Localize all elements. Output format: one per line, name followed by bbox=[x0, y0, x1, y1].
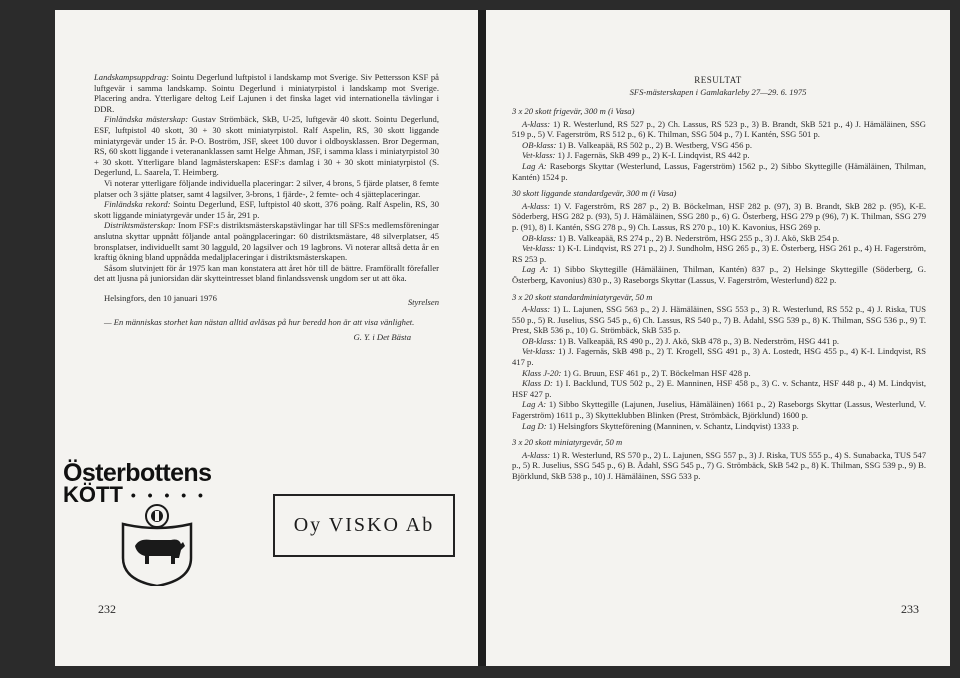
results-entry bbox=[512, 119, 926, 140]
results-subtitle: SFS-mästerskapen i Gamlakarleby 27—29. 6. 1975 bbox=[629, 87, 807, 97]
results-entry bbox=[512, 336, 926, 347]
paragraph-slutvinjett bbox=[94, 263, 439, 284]
results-heading: 3 x 20 skott frigevär, 300 m (i Vasa) bbox=[512, 106, 635, 116]
results-entry-text: 1) Sibbo Skyttegille (Hämäläinen, Thilman, Kantén) 837 p., 2) Helsinge Skyttegille (Söderberg, G. Österberg, Kavonius) 830 p., 3) Raseborgs Skyttar (Lassus, V. Fagerström, Westerlund) 822 p. bbox=[512, 264, 926, 285]
paragraph-landskamp bbox=[94, 72, 439, 114]
place-date: Helsingfors, den 10 januari 1976 bbox=[104, 292, 217, 303]
results-class-label: Lag D: bbox=[522, 420, 547, 431]
paragraph-distrikt bbox=[94, 220, 439, 262]
page-number-left: 232 bbox=[98, 602, 116, 616]
results-class-label: A-klass: bbox=[522, 304, 551, 315]
results-entry-text: 1) J. Fagernäs, SkB 498 p., 2) T. Krogell, SSG 491 p., 3) A. Lostedt, HSG 455 p., 4) K-I. Lindqvist, RS 417 p. bbox=[512, 346, 926, 368]
results-entry bbox=[512, 201, 926, 233]
paragraph-text: Såsom slutvinjett för år 1975 kan man konstatera att året hör till de bättre. Framförallt förefaller det att ljusna på juniorsidan där skytteintresset bland finlandssvensk ungdom ser ut att öka. bbox=[94, 262, 439, 284]
results-entry-text: 1) V. Fagerström, RS 287 p., 2) B. Böckelman, HSF 282 p. (97), 3) B. Brandt, SkB 282 p. (95), K-E. Söderberg, HSG 282 p. (93), 5) J. Hämäläinen, SSG 280 p., 6) G. Österberg, HSG 279 p (96), 7) K. Thilman, SSG 279 p. (91), 8) I. Kantén, SSG 278 p., 9) Ch. Lassus, RS 270 p., 10) K. Kavonius, HSG 269 p. bbox=[512, 200, 926, 232]
results-class-label: A-klass: bbox=[522, 118, 551, 129]
bull-seal-icon bbox=[121, 502, 193, 586]
results-entry-text: 1) Sibbo Skyttegille (Lajunen, Juselius, Hämäläinen) 1661 p., 2) Raseborgs Skyttar (Lassus, Westerlund, V. Fagerström) 1611 p., 3) Skytteklubben Blinken (Prest, Strömbäck, Björklund) 1600 p. bbox=[512, 399, 927, 421]
results-entry bbox=[512, 233, 926, 244]
results-entry-text: 1) B. Valkeapää, RS 502 p., 2) B. Westberg, VSG 456 p. bbox=[556, 139, 752, 150]
logo-wordmark-top: Österbottens bbox=[63, 459, 212, 487]
results-entry bbox=[512, 264, 926, 285]
logo-dots: • • • • • bbox=[130, 487, 207, 503]
results-entry-text: 1) J. Fagernäs, SkB 499 p., 2) K-I. Lindqvist, RS 442 p. bbox=[555, 150, 750, 161]
results-class-label: Vet-klass: bbox=[522, 346, 556, 357]
paragraph-lead: Finländska mästerskap: bbox=[104, 114, 189, 125]
results-entry bbox=[512, 150, 926, 161]
results-entry-text: 1) I. Backlund, TUS 502 p., 2) E. Manninen, HSF 458 p., 3) C. v. Schantz, HSF 448 p., 4) M. Lindqvist, HSF 427 p. bbox=[512, 378, 927, 399]
results-entry bbox=[512, 161, 926, 182]
results-class-label: Vet-klass: bbox=[522, 243, 556, 254]
results-entry-text: 1) K-I. Lindqvist, RS 271 p., 2) J. Sundholm, HSG 265 p., 3) E. Österberg, HSG 261 p., 4) H. Fagerström, RS 253 p. bbox=[512, 243, 926, 264]
results-entry bbox=[512, 368, 926, 379]
results-class-label: A-klass: bbox=[522, 449, 551, 460]
paragraph-text: Vi noterar ytterligare följande individuella placeringar: 2 silver, 4 brons, 5 fjärde platser, 8 femte platser och 3 sjätte platser, samt 4 lagsilver, 3-brons, 1 fjärde-, 2 femte- och 4 sjätteplaceringar. bbox=[94, 177, 439, 199]
page-number-right: 233 bbox=[901, 602, 919, 616]
ad-text: Oy VISKO Ab bbox=[293, 514, 435, 536]
paragraph-placeringar bbox=[94, 178, 439, 199]
results-class-label: OB-klass: bbox=[522, 139, 557, 150]
results-entry-text: 1) R. Westerlund, RS 570 p., 2) L. Lajunen, SSG 557 p., 3) J. Riska, TUS 555 p., 4) S. Sunabacka, TUS 547 p., 5) R. Juselius, SSG 545 p., 6) B. Ådahl, SSG 545 p., 7) G. Strömbäck, SkB 542 p., 8) K. Thilman, SSG 539 p., 9) B. Björklund, SkB 538 p., 10) J. Hämäläinen, SSG 533 p. bbox=[512, 449, 926, 481]
results-entry bbox=[512, 304, 926, 336]
osterbottens-kott-logo bbox=[63, 459, 238, 507]
paragraph-text: Gustav Strömbäck, SkB, U-25, luftgevär 40 skott. Sointu Degerlund, ESF, luftpistol 40 skott, 30 + 30 skott miniatyrpistol. Ralf Aspelin, RS, 30 skott liggande miniatyrgevär under 15 år. P-O. Boström, JSF, skeet 100 duvor i oldboysklassen. Bror Degerman, RS, 60 skott liggande i veterananklassen samt Helge Åhman, JSF, i samma klass i miniatyrpistol 30 + 30 skott. Ytterligare bland lagmästerskapen: ESF:s damlag i 30 + 30 skott miniatyrpistol (S. Degerlund, L. Saarela, T. Heimberg. bbox=[94, 114, 439, 178]
visko-ad-box bbox=[273, 494, 455, 557]
left-text-column bbox=[94, 72, 439, 342]
results-class-label: Lag A: bbox=[522, 264, 549, 275]
results-entry-text: 1) Helsingfors Skytteförening (Manninen, v. Schantz, Lindqvist) 1333 p. bbox=[546, 420, 799, 431]
results-heading: 3 x 20 skott miniatyrgevär, 50 m bbox=[512, 437, 623, 448]
results-entry bbox=[512, 421, 926, 432]
results-entry bbox=[512, 346, 926, 367]
paragraph-text: Sointu Degerlund, ESF, luftpistol 40 skott, 376 poäng. Ralf Aspelin, RS, 30 skott liggande miniatyrgevär under 15 år, 291 p. bbox=[94, 199, 439, 220]
paragraph-text: Sointu Degerlund luftpistol i landskamp mot Sverige. Siv Pettersson KSF på luftgevär i samma landskamp. Sointu Degerlund i miniatyrpistol i landskamp mot Sverige. Placering andra. Ytterligare deltog Leif Lajunen i det finska laget vid internationella tävlingar i DDR. bbox=[94, 72, 439, 114]
results-entry bbox=[512, 399, 926, 420]
results-entry-text: 1) B. Valkeapää, RS 490 p., 2) J. Akö, SkB 478 p., 3) B. Nederström, HSG 441 p. bbox=[556, 335, 840, 346]
quote-author: G. Y. i Det Bästa bbox=[353, 331, 411, 342]
results-entry-text: 1) R. Westerlund, RS 527 p., 2) Ch. Lassus, RS 523 p., 3) B. Brandt, SkB 521 p., 4) J. Hämäläinen, SSG 519 p., 5) V. Fagerström, RS 512 p., 6) K. Thilman, SSG 504 p., 7) I. Kantén, SSG 501 p. bbox=[512, 118, 926, 140]
results-class-label: OB-klass: bbox=[522, 335, 557, 346]
results-column bbox=[512, 106, 926, 482]
results-entry bbox=[512, 378, 926, 399]
results-class-label: Vet-klass: bbox=[522, 150, 556, 161]
results-class-label: Lag A: bbox=[522, 160, 547, 171]
paragraph-rekord bbox=[94, 199, 439, 220]
results-entry-text: 1) G. Bruun, ESF 461 p., 2) T. Böckelman HSF 428 p. bbox=[561, 367, 751, 378]
results-class-label: Klass D: bbox=[522, 378, 553, 389]
paragraph-mastersskap bbox=[94, 114, 439, 178]
results-entry bbox=[512, 450, 926, 482]
results-entry bbox=[512, 243, 926, 264]
results-class-label: Klass J-20: bbox=[522, 367, 562, 378]
paragraph-lead: Finländska rekord: bbox=[104, 199, 171, 210]
results-class-label: A-klass: bbox=[522, 200, 551, 211]
paragraph-lead: Landskampsuppdrag: bbox=[94, 72, 169, 82]
results-heading: 30 skott liggande standardgevär, 300 m (i Vasa) bbox=[512, 188, 677, 199]
right-page bbox=[486, 10, 950, 666]
results-title: RESULTAT bbox=[694, 75, 742, 85]
left-page bbox=[55, 10, 480, 666]
results-entry-text: Raseborgs Skyttar (Westerlund, Lassus, Fagerström) 1562 p., 2) Sibbo Skyttegille (Hämäläinen, Thilman, Kantén) 1524 p. bbox=[512, 160, 926, 182]
results-entry-text: 1) L. Lajunen, SSG 563 p., 2) J. Hämäläinen, SSG 553 p., 3) R. Westerlund, RS 552 p., 4) J. Riska, TUS 550 p., 5) R. Juselius, SSG 545 p., 6) Ch. Lassus, RS 540 p., 7) B. Ådahl, SSG 539 p., 8) K. Thilman, SSG 536 p., 9) T. Prest, SkB 536 p., 10) G. Strömbäck, SkB 535 p. bbox=[512, 304, 926, 336]
results-class-label: Lag A: bbox=[522, 399, 547, 410]
results-entry bbox=[512, 140, 926, 151]
signature: Styrelsen bbox=[407, 297, 439, 308]
paragraph-text: Inom FSF:s distriktsmästerskapstävlingar har till SFS:s medlemsföreningar anslutna skyttar uppnått följande antal poängplaceringar: 60 distriktsmästare, 48 silverplatser, 45 bronsplatser, individuellt samt 30 lagguld, 20 lagsilver och 19 lagbrons. Vi noterar alltså detta år en kraftig ökning bland uppnådda medaljplaceringar i distriktsmästerskapen. bbox=[94, 220, 439, 263]
paragraph-lead: Distriktsmästerskap: bbox=[104, 220, 176, 231]
results-class-label: OB-klass: bbox=[522, 232, 557, 243]
results-entry-text: 1) B. Valkeapää, RS 274 p., 2) B. Nederström, HSG 255 p., 3) J. Akö, SkB 254 p. bbox=[556, 232, 840, 243]
results-heading: 3 x 20 skott standardminiatyrgevär, 50 m bbox=[512, 291, 653, 302]
quote: — En människas storhet kan nästan alltid avläsas på hur beredd hon är att visa vänlighet. bbox=[104, 317, 415, 328]
logo-word-kott: KÖTT bbox=[63, 482, 123, 507]
